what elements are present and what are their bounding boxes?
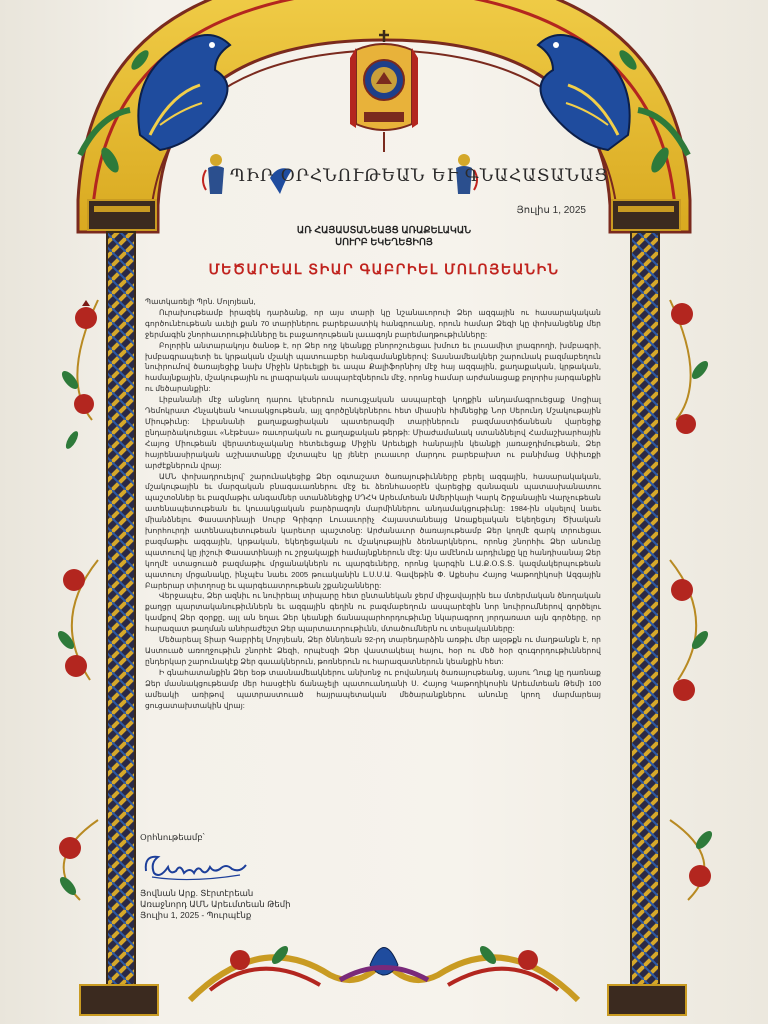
paragraph: ԱՄՆ փոխադրուելով՝ շարունակեցիք Ձեր օգտաշատ ծառայութիւնները բերել ազգային, հասարակական, մշակութային եւ մարզական բնագաւառներու մէջ եւ ձեռնհասօրէն վարեցիք զանազան պատասխանատու պաշտօններ եւ բազմաթիւ անգամներ ստանձնեցիք ՍԴՀԿ Արեւմտեան Ամերիկայի Կարկ Շրջանային Վարչութեան ատենապետութեան եւ կուսակցական բարձրագոյն մարմիններու անդամակցութիւնը: 1984-ին սկսելով նաեւ միանձնելու Փասատինայի Սուրբ Գրիգոր Լուսաւորիչ Հայաստանեայց Առաքելական Եկեղեցւոյ Ծխական խորհուրդի ատենապետութեան կարեւոր պաշտօնը: Արժանաւոր ծառայութեամբ Ձեր կողմէ զարկ տրուեցաւ բազմաթիւ ազգային, կրթական, եկեղեցական ու մշակութային ձեռնարկներու, որոնց շնորհիւ Ձեր անունը պատուով կը յիշուի Փասատինայի ու շրջակայքի համայնքներուն մէջ: Այս ամէնուն արդիւնքը կը հանդիսանայ Ձեր կողմէ ստացուած բազմաթիւ մրցանակներն ու պարգեւները, որոնց կարգին Լ.Ա.Ք.Օ.Տ.Տ. կազմակերպութեան պատուոյ մրցանակը, ինչպէս նաեւ 2005 թուականին Լ.Ս.Ս.Ա. Գավեթին Փ. Աքեսիս Հայոց Կաթողիկոսի Ազգային Բարերար տիտղոսը եւ պարգեւատրութեան շքանշանները: <box>145 471 601 590</box>
church-emblem-icon <box>346 28 422 154</box>
recipient-name: ՄԵԾԱՐԵԱԼ ՏԻԱՐ ԳԱԲՐԻԵԼ ՄՈԼՈՅԵԱՆԻՆ <box>208 261 560 277</box>
column-left <box>107 232 135 992</box>
paragraph: Ուրախութեամբ իրազեկ դարձանք, որ այս տարի կը նշանաւորուի Ձեր ազգային ու հասարակական գործունէութեան աւելի քան 70 տարիներու բարեբաստիկ հանգրուանը, որուն համար Ձեզի կը փոխանցենք մեր ջերմագին շնորհաւորութիւնները եւ բաջաողութեան լաւագոյն բարեմաղթութիւնները: <box>145 307 601 339</box>
bottom-ornament <box>190 943 578 1000</box>
column-right <box>631 232 659 992</box>
pomegranate-icon <box>75 300 97 329</box>
pomegranate-icon <box>671 303 693 325</box>
letter-body <box>145 297 601 711</box>
issue-date: Յուլիս 1, 2025 <box>516 205 586 216</box>
paragraph: Բոլորին անտարակոյս ծանօթ է, որ Ձեր ողջ կեանքը բնորոշուեցաւ խմուռ եւ լուսամիտ լրագրողի, խմբագրի, խմբագրապետի եւ կրթական մշակի պատուաբեր հանգամանքներով: Տասնամեակներ շարունակ բազմաբեղուն նուիրումով ծառայեցիք նախ Միջին Արեւելքի եւ ապա Քալիֆորնիոյ մէջ հայ ազգային, քաղաքական, կրթական, համայնքային, մշակութային ու լրագրական ասպարէզներուն մէջ, որոնց համար արժանացաք բոլորիս յարգանքին ու մեծարանքին: <box>145 340 601 394</box>
pomegranate-icon <box>63 569 85 591</box>
paragraph: Մեծարեալ Տիար Գաբրիել Մոլոյեան, Ձեր ծննդեան 92-րդ տարեդարձին առթիւ մեր ալօթքն ու մաղթանքն է, որ Աստուած առողջութիւն շնորհէ Ձեզի, որպէսզի Ձեր վաստակեալ հայու, հօր ու մեծ հօր զուգորդութիւններով ընդերկար շարունակէք Ձեր գաւակներուն, թոռներուն ու հարազատներուն կեանքին հետ: <box>145 635 601 666</box>
pomegranate-icon <box>74 394 94 414</box>
signature-block <box>140 832 291 921</box>
salutation: Պատկառելի Պրն. Մոլոյեան, <box>145 297 256 306</box>
capital-left <box>88 200 156 230</box>
pomegranate-icon <box>59 837 81 859</box>
signer-title: Առաջնորդ ԱՄՆ Արեւմտեան Թեմի <box>140 899 291 909</box>
signature-icon <box>140 849 250 883</box>
pomegranate-icon <box>65 655 87 677</box>
paragraph: Վերջապէս, Ձեր ազնիւ ու նուիրեալ տիպարը հետ ընտանեկան ջերմ միջավայրին եւս մտերմական ծնողական քաղցր պարտականութիւններն եւ ազգային գեղին ու բազմաբեղուն ասպարէզին նոր նուիրումներով գործելու կամքով Ձեր զօրքը, այլ ան եղաւ Ձեր կեանքի ճանապարհորդութիւնը նկարագրող յորդառատ այն գործերը, որ հարազատ թաղման անհրաժեշտ Ձեր պարտաւորութիւնն, մտածումներն ու տեսլականները: <box>145 591 601 634</box>
organization-header <box>200 225 568 249</box>
angel-icon <box>203 154 224 194</box>
paragraph: Ի գնահատանքին Ձեր եօթ տասնամեակներու անխոնջ ու բովանդակ ծառայութեանց, այսու Ղուք կը դառնաք Ձեր մասնակցութեամբ մեր հասցէին ճանաչելի պատուանդանի Ս. Հայոց Կաթողիկոսին Արեւմտեան Թեմի 100 ամեակի առիթով պատրաստուած հայրապետական մեծարանքներու անունը կրող մարմարեայ ցուցատախտակին վրայ: <box>145 667 601 710</box>
pomegranate-icon <box>673 679 695 701</box>
certificate-title: ՊԻՐ ՕՐՀՆՈՒԹԵԱՆ ԵՒ ԳՆԱՀԱՏԱՆԱՑ <box>230 166 609 186</box>
signer-date: Յուլիս 1, 2025 - Պուրպէնք <box>140 910 252 920</box>
closing: Օրհնութեամբ՝ <box>140 832 205 842</box>
paragraph: Լիբանանի մէջ անցնող դարու կէսերուն ուսուցչական ասպարէզի կողքին անդամագրուեցաք Սոցիալ Դեմոկրատ Հնչակեան Կուսակցութեան, այլ գործընկերներու հետ միասին հիմնեցիք Նոր Սերունդ Մշակութային Միութիւնը: Լիբանանի քաղաքացիական պատերազմի տարիներուն բազմաստիճանեան վարեցիք ընդարձակուեցաւ «Նէթէսա» ռաւորական ու քաղաքական թերթի: Միաժամանակ ստանձնելով Համաշխարհային Հայոց Միութեան վերատեսչականը հետեւեցաք Միջին Արեւելքի հանրային կեանքի յառաջդիմութեան, Ձեր հայրենասիրական աշխատանքը մշտապէս կը յենէր լուսաւոր մարդու բարեբախտ ու բանիմաց Սփիւռքի արժէքներուն վրայ: <box>145 395 601 470</box>
organization-line2: ՍՈՒՐԲ ԵԿԵՂԵՑԻՈՅ <box>335 237 433 248</box>
pomegranate-icon <box>676 414 696 434</box>
pomegranate-icon <box>689 865 711 887</box>
organization-line1: ԱՌ ՀԱՅԱՍՏԱՆԵԱՅՑ ԱՌԱՔԵԼԱԿԱՆ <box>296 225 472 236</box>
vine-right <box>670 300 715 900</box>
vine-left <box>55 300 98 900</box>
capital-right <box>612 200 680 230</box>
pomegranate-icon <box>671 579 693 601</box>
signer-name: Յովնան Արք. Տէրտէրեան <box>140 888 254 898</box>
